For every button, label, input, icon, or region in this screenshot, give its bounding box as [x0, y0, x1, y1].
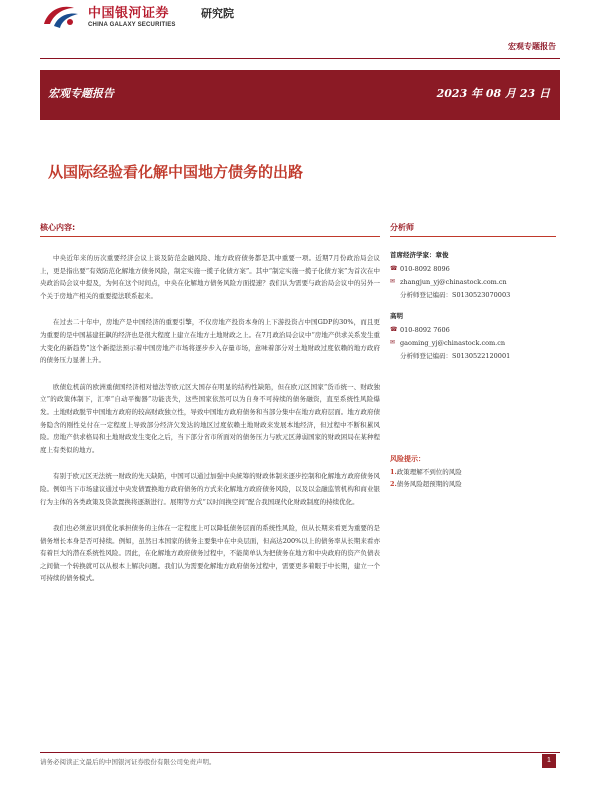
header-divider [40, 58, 560, 59]
analyst-phone-row [390, 323, 556, 336]
paragraph: 在过去二十年中，房地产是中国经济的重要引擎，不仅房地产投资本身的上下游投资占中国GDP的30%，而且更为重要的是中国基建狂飙的经济也是很大程度上建立在地方土地财政之上。在7月政治局会议中“房地产供求关系发生重大变化的新趋势”这个新提法预示着中国房地产市场将逐步步入存量市场，意味着部分对土地财政过度依赖的地方政府的债务压力显著上升。 [40, 318, 380, 365]
paragraph: 中央近年来的历次重要经济会议上谈及防范金融风险、地方政府债务都是其中重要一项。近期7月份政治局会议上，更是指出要“有效防范化解地方债务风险，制定实施一揽子化债方案”。其中“制定实施一揽子化债方案”为首次在中央政治局会议中提及，为何在这个时间点，中央在化解地方债务风险方面提速？我们认为需要与政治局会议中的另外一个关于房地产相关的重要提法联系起来。 [40, 254, 380, 300]
analyst-label: 分析师 [390, 223, 414, 232]
footer-disclaimer: 请务必阅读正文最后的中国银河证券股份有限公司免责声明。 [40, 758, 216, 766]
sidebar-divider [390, 236, 556, 237]
analyst-cert: 分析师登记编码：S0130522120001 [400, 352, 511, 360]
paragraph: 我们也必须意识到优化承担债务的主体在一定程度上可以降低债务层面的系统性风险，但从长期来看更为重要的是债务增长本身是否可持续。例如，虽然日本国家的债务主要集中在中央层面，但高达200%以上的债务率从长期来看亦有着巨大的潜在系统性风险。因此，在化解地方政府债务过程中，不能简单认为把债务在地方和中央政府的资产负债表之间做一个转换就可以从根本上解决问题。我们认为需要化解地方政府债务过程中，需要更多着眼于中长期，建立一个可持续的债务模式。 [40, 524, 380, 583]
analyst-card [390, 250, 556, 301]
report-banner [40, 70, 560, 120]
analyst-phone: 010-8092 7606 [400, 325, 450, 334]
banner-report-type: 宏观专题报告 [48, 87, 114, 100]
phone-icon: ☎ [390, 326, 398, 333]
paragraph: 欧债危机前的欧洲重债国经济相对德法等欧元区大国存在明显的结构性缺陷，但在欧元区国家“货币统一、财政独立”的政策体制下，汇率“自动平衡器”功能丧失，这些国家依然可以为自身不可持续的债务融资，直至系统性风险爆发。土地财政脱节中国地方政府的较高财政独立性，导致中国地方政府债务和当部分集中在地方政府层面。地方政府债务隐含的刚性兑付在一定程度上导致部分经济欠发达的地区过度依赖土地财政来发展本地经济，但过程中不断积累风险。房地产供求格局和土地财政发生变化之后，当下部分省市所面对的债务压力与欧元区薄弱国家的财政困局在某种程度上有类似的地方。 [40, 382, 380, 454]
banner-date: 2023 年 08 月 23 日 [436, 87, 550, 100]
analyst-cert-row [390, 288, 556, 301]
brand-block [88, 2, 176, 28]
paragraph: 有别于欧元区无法统一财政的先天缺陷，中国可以通过加强中央統筹的财政体制来逐步控制和化解地方政府债务风险。例如当下市场建议通过中央发债置换地方政府债务的方式来化解地方政府债务风险，以及以金融监管机构和商业银行为主体的各类政策及贷款置换将逐渐进行。展期等方式“以时间换空间”配合我国现代化财政制度的持续优化。 [40, 472, 380, 506]
analyst-phone: 010-8092 8096 [400, 264, 450, 273]
analyst-name: 首席经济学家：章俊 [390, 251, 449, 259]
analyst-sidebar [390, 250, 556, 362]
brand-name-cn: 中国银河证券 [88, 6, 170, 21]
email-icon: ✉ [390, 339, 396, 346]
analyst-cert: 分析师登记编码：S0130523070003 [400, 291, 511, 299]
analyst-name: 高明 [390, 312, 403, 320]
analyst-email-row [390, 275, 556, 288]
footer-divider [40, 752, 560, 753]
institute-label: 研究院 [201, 7, 234, 20]
risk-item-text: 政策理解不到位的风险 [396, 468, 462, 476]
analyst-email-row [390, 336, 556, 349]
report-title: 从国际经验看化解中国地方债务的出路 [48, 163, 304, 181]
china-galaxy-logo [40, 2, 80, 30]
risk-item [390, 466, 462, 478]
email-icon: ✉ [390, 278, 396, 285]
page-number: 1 [542, 754, 556, 768]
risk-item-number: 1. [390, 468, 397, 476]
analyst-phone-row [390, 262, 556, 275]
risk-item-text: 债务风险超预期的风险 [396, 480, 462, 488]
risk-warning-label: 风险提示： [390, 455, 425, 463]
risk-item [390, 478, 462, 490]
main-divider [40, 236, 380, 237]
analyst-email[interactable]: zhangjun_yj@chinastock.com.cn [400, 277, 507, 286]
main-content [40, 252, 380, 599]
risk-list [390, 466, 462, 490]
risk-item-number: 2. [390, 480, 397, 488]
core-content-label: 核心内容: [40, 223, 76, 232]
analyst-cert-row [390, 349, 556, 362]
phone-icon: ☎ [390, 265, 398, 272]
brand-name-en: CHINA GALAXY SECURITIES [88, 22, 176, 28]
analyst-card [390, 311, 556, 362]
analyst-email[interactable]: gaoming_yj@chinastock.com.cn [400, 338, 506, 347]
report-type-tag: 宏观专题报告 [508, 42, 556, 51]
